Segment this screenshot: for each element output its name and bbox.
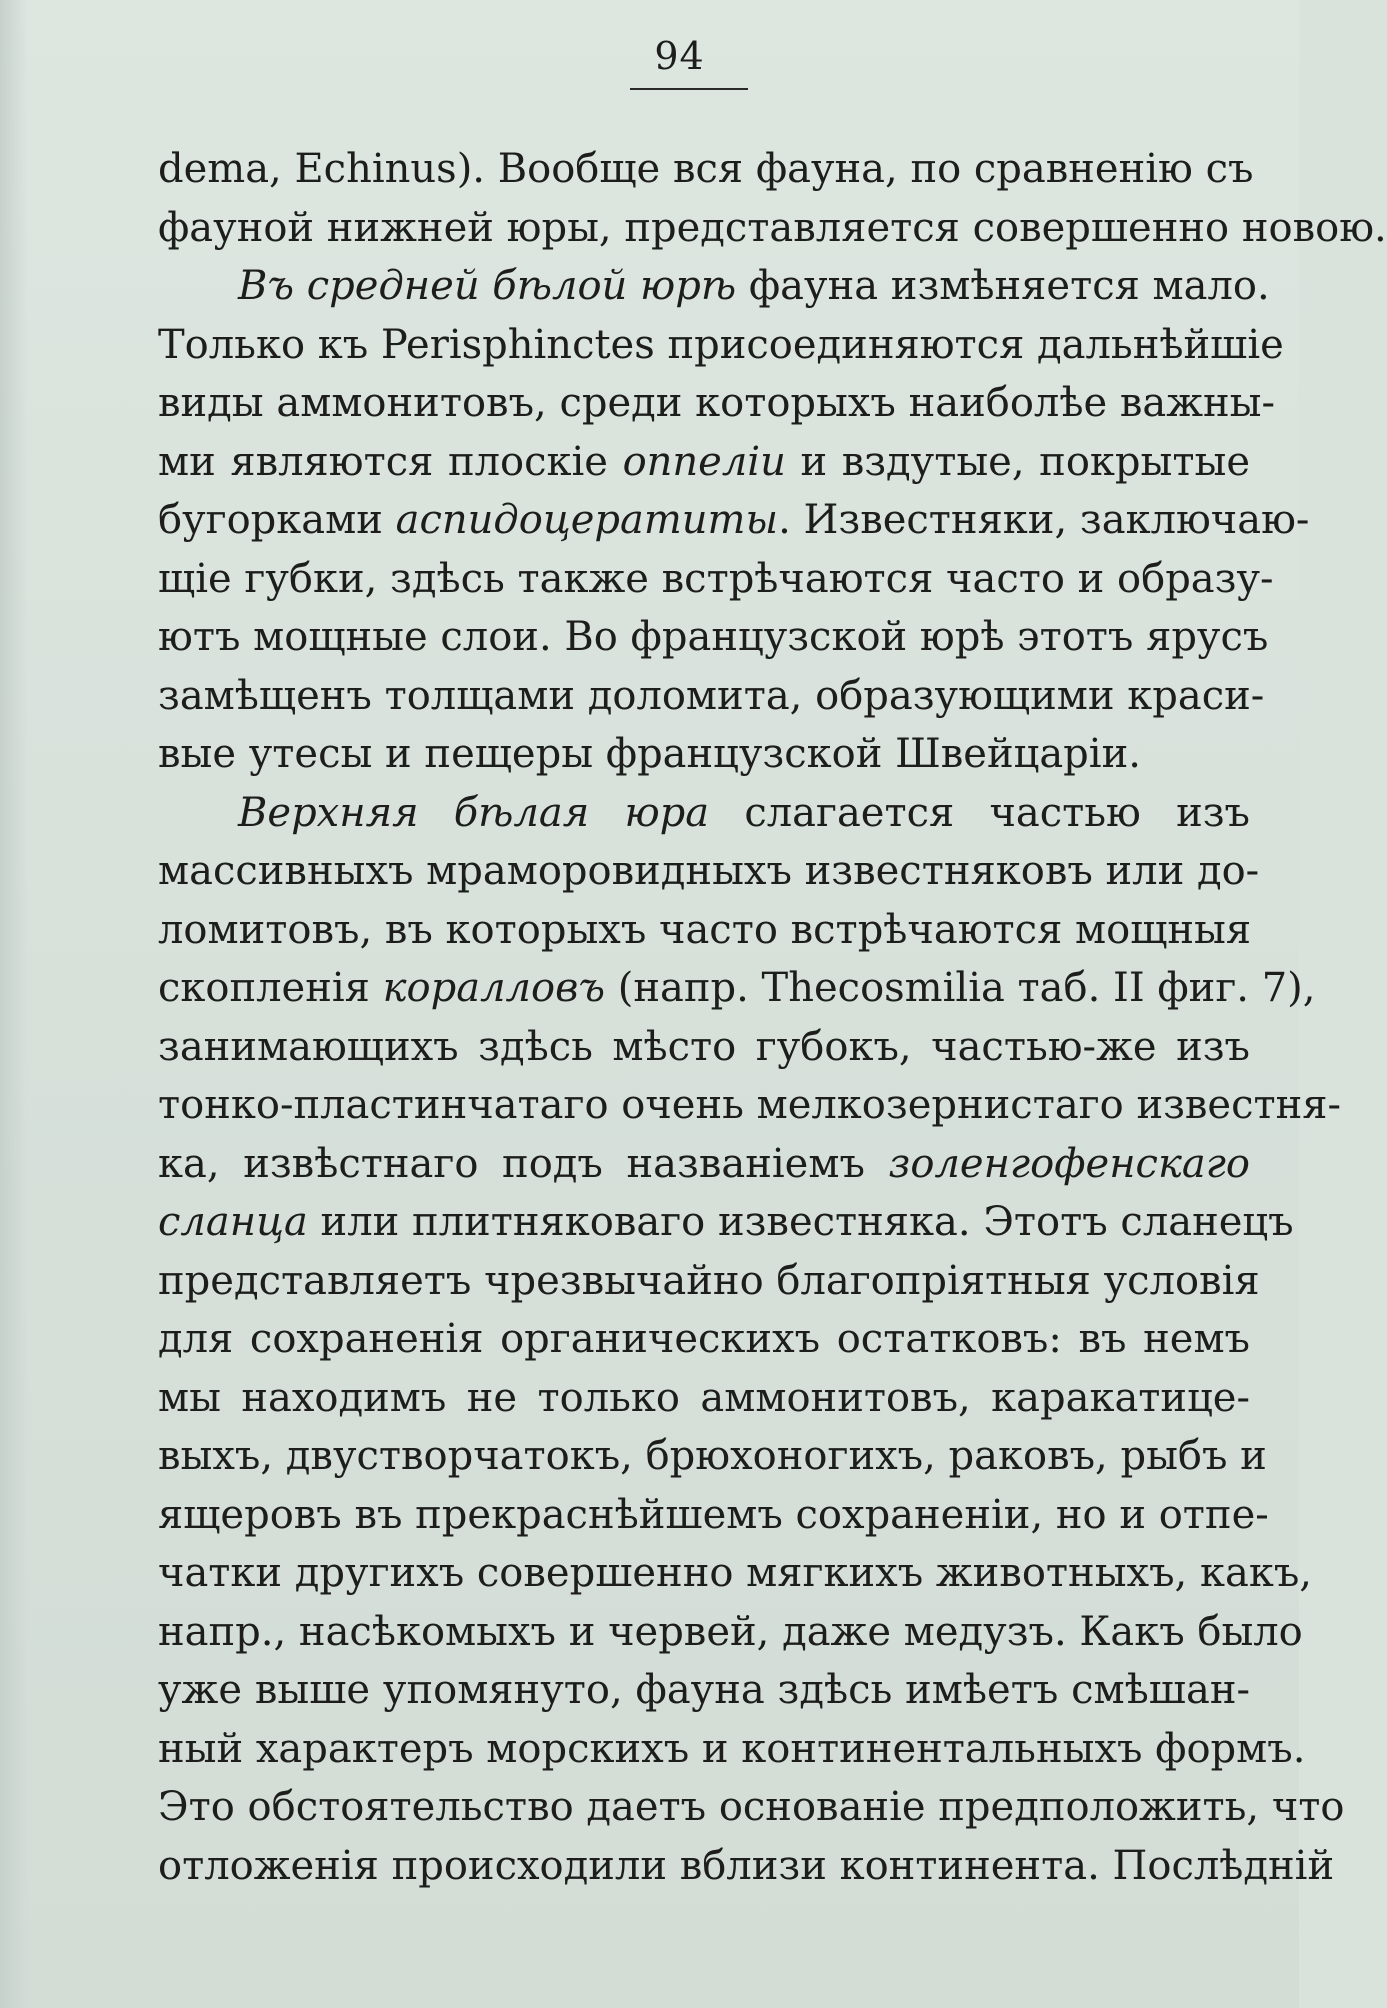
text-line xyxy=(158,1310,1250,1369)
text-line xyxy=(158,1369,1250,1428)
text-run: для сохраненія органическихъ остатковъ: въ немъ xyxy=(158,1316,1250,1362)
text-run: мы находимъ не только аммонитовъ, каракатице- xyxy=(158,1374,1250,1421)
text-run: слагается частью изъ xyxy=(709,789,1251,836)
text-line xyxy=(158,1778,1345,1837)
text-run: или плитняковаго известняка. Этотъ сланецъ xyxy=(307,1199,1294,1245)
text-line xyxy=(158,608,1269,667)
text-run: ящеровъ въ прекраснѣйшемъ сохраненіи, но и отпе- xyxy=(158,1491,1269,1538)
text-line xyxy=(158,1135,1250,1194)
text-run: бугорками xyxy=(158,497,396,543)
text-line xyxy=(158,140,1254,199)
text-run: и вздутые, покрытые xyxy=(785,438,1250,485)
text-run: ломитовъ, въ которыхъ часто встрѣчаются мощныя xyxy=(158,906,1252,953)
text-line xyxy=(158,1486,1269,1545)
text-run: занимающихъ здѣсь мѣсто губокъ, частью-же изъ xyxy=(158,1023,1250,1070)
text-line xyxy=(158,374,1276,433)
text-run: скопленія xyxy=(158,965,383,1011)
text-line xyxy=(158,1076,1342,1135)
text-line xyxy=(158,725,1250,784)
text-run: напр., насѣкомыхъ и червей, даже медузъ. Какъ было xyxy=(158,1608,1303,1655)
text-line xyxy=(158,491,1310,550)
text-line xyxy=(158,199,1387,258)
italic-term: оппеліи xyxy=(622,438,786,485)
text-line xyxy=(158,1603,1303,1662)
text-run: щіе губки, здѣсь также встрѣчаются часто и образу- xyxy=(158,555,1274,602)
text-run: ный характеръ морскихъ и континентальныхъ формъ. xyxy=(158,1725,1306,1772)
text-line xyxy=(158,257,1270,316)
text-line xyxy=(158,1018,1250,1077)
text-run: фауной нижней юры, представляется совершенно новою. xyxy=(158,204,1387,251)
text-line xyxy=(158,1720,1306,1779)
italic-term: Верхняя бѣлая юра xyxy=(238,789,710,836)
text-run: вые утесы и пещеры французской Швейцаріи. xyxy=(158,731,1141,777)
text-run: ми являются плоскіе xyxy=(158,438,623,485)
italic-term: аспидоцератиты xyxy=(395,497,779,543)
italic-term: Въ средней бѣлой юрѣ xyxy=(238,263,737,309)
text-run: чатки другихъ совершенно мягкихъ животныхъ, какъ, xyxy=(158,1550,1312,1596)
page-number: 94 xyxy=(654,34,705,78)
text-run: ютъ мощные слои. Во французской юрѣ этотъ ярусъ xyxy=(158,614,1269,660)
text-run: выхъ, двустворчатокъ, брюхоногихъ, раковъ, рыбъ и xyxy=(158,1433,1267,1479)
text-line xyxy=(158,842,1260,901)
text-run: тонко-пластинчатаго очень мелкозернистаго известня- xyxy=(158,1082,1342,1128)
text-run: представляетъ чрезвычайно благопріятныя условія xyxy=(158,1257,1260,1304)
text-run: Только къ Perisphinctes присоединяются дальнѣйшіе xyxy=(158,321,1284,368)
page-number-rule xyxy=(630,88,748,90)
text-line xyxy=(158,1544,1312,1603)
text-line xyxy=(158,550,1274,609)
text-run: ка, извѣстнаго подъ названіемъ xyxy=(158,1140,889,1187)
text-line xyxy=(158,901,1250,960)
page-edge-shadow xyxy=(0,0,28,2008)
text-line xyxy=(158,1837,1335,1896)
text-line xyxy=(158,667,1265,726)
text-run: (напр. Thecosmilia таб. II фиг. 7), xyxy=(605,965,1316,1011)
text-line xyxy=(158,316,1284,375)
text-line xyxy=(158,1252,1260,1311)
text-run: dema, Echinus). Вообще вся фауна, по сравненію съ xyxy=(158,146,1254,192)
text-run: фауна измѣняется мало. xyxy=(736,263,1270,309)
text-run: . Известняки, заключаю- xyxy=(778,497,1310,543)
text-run: виды аммонитовъ, среди которыхъ наиболѣе важны- xyxy=(158,380,1276,426)
body-text xyxy=(158,140,1387,1895)
text-run: отложенія происходили вблизи континента. Послѣдній xyxy=(158,1842,1335,1889)
italic-term: сланца xyxy=(158,1199,308,1245)
italic-term: коралловъ xyxy=(382,965,606,1011)
text-run: замѣщенъ толщами доломита, образующими краси- xyxy=(158,672,1265,719)
text-line xyxy=(158,1193,1294,1252)
text-run: массивныхъ мраморовидныхъ известняковъ или до- xyxy=(158,848,1260,894)
text-line xyxy=(158,1427,1267,1486)
text-run: Это обстоятельство даетъ основаніе предположить, что xyxy=(158,1784,1345,1830)
text-line xyxy=(158,959,1316,1018)
text-line xyxy=(158,1661,1250,1720)
text-line xyxy=(158,433,1250,492)
italic-term: золенгофенскаго xyxy=(888,1140,1250,1187)
text-run: уже выше упомянуто, фауна здѣсь имѣетъ смѣшан- xyxy=(158,1667,1250,1713)
text-line xyxy=(158,784,1250,843)
